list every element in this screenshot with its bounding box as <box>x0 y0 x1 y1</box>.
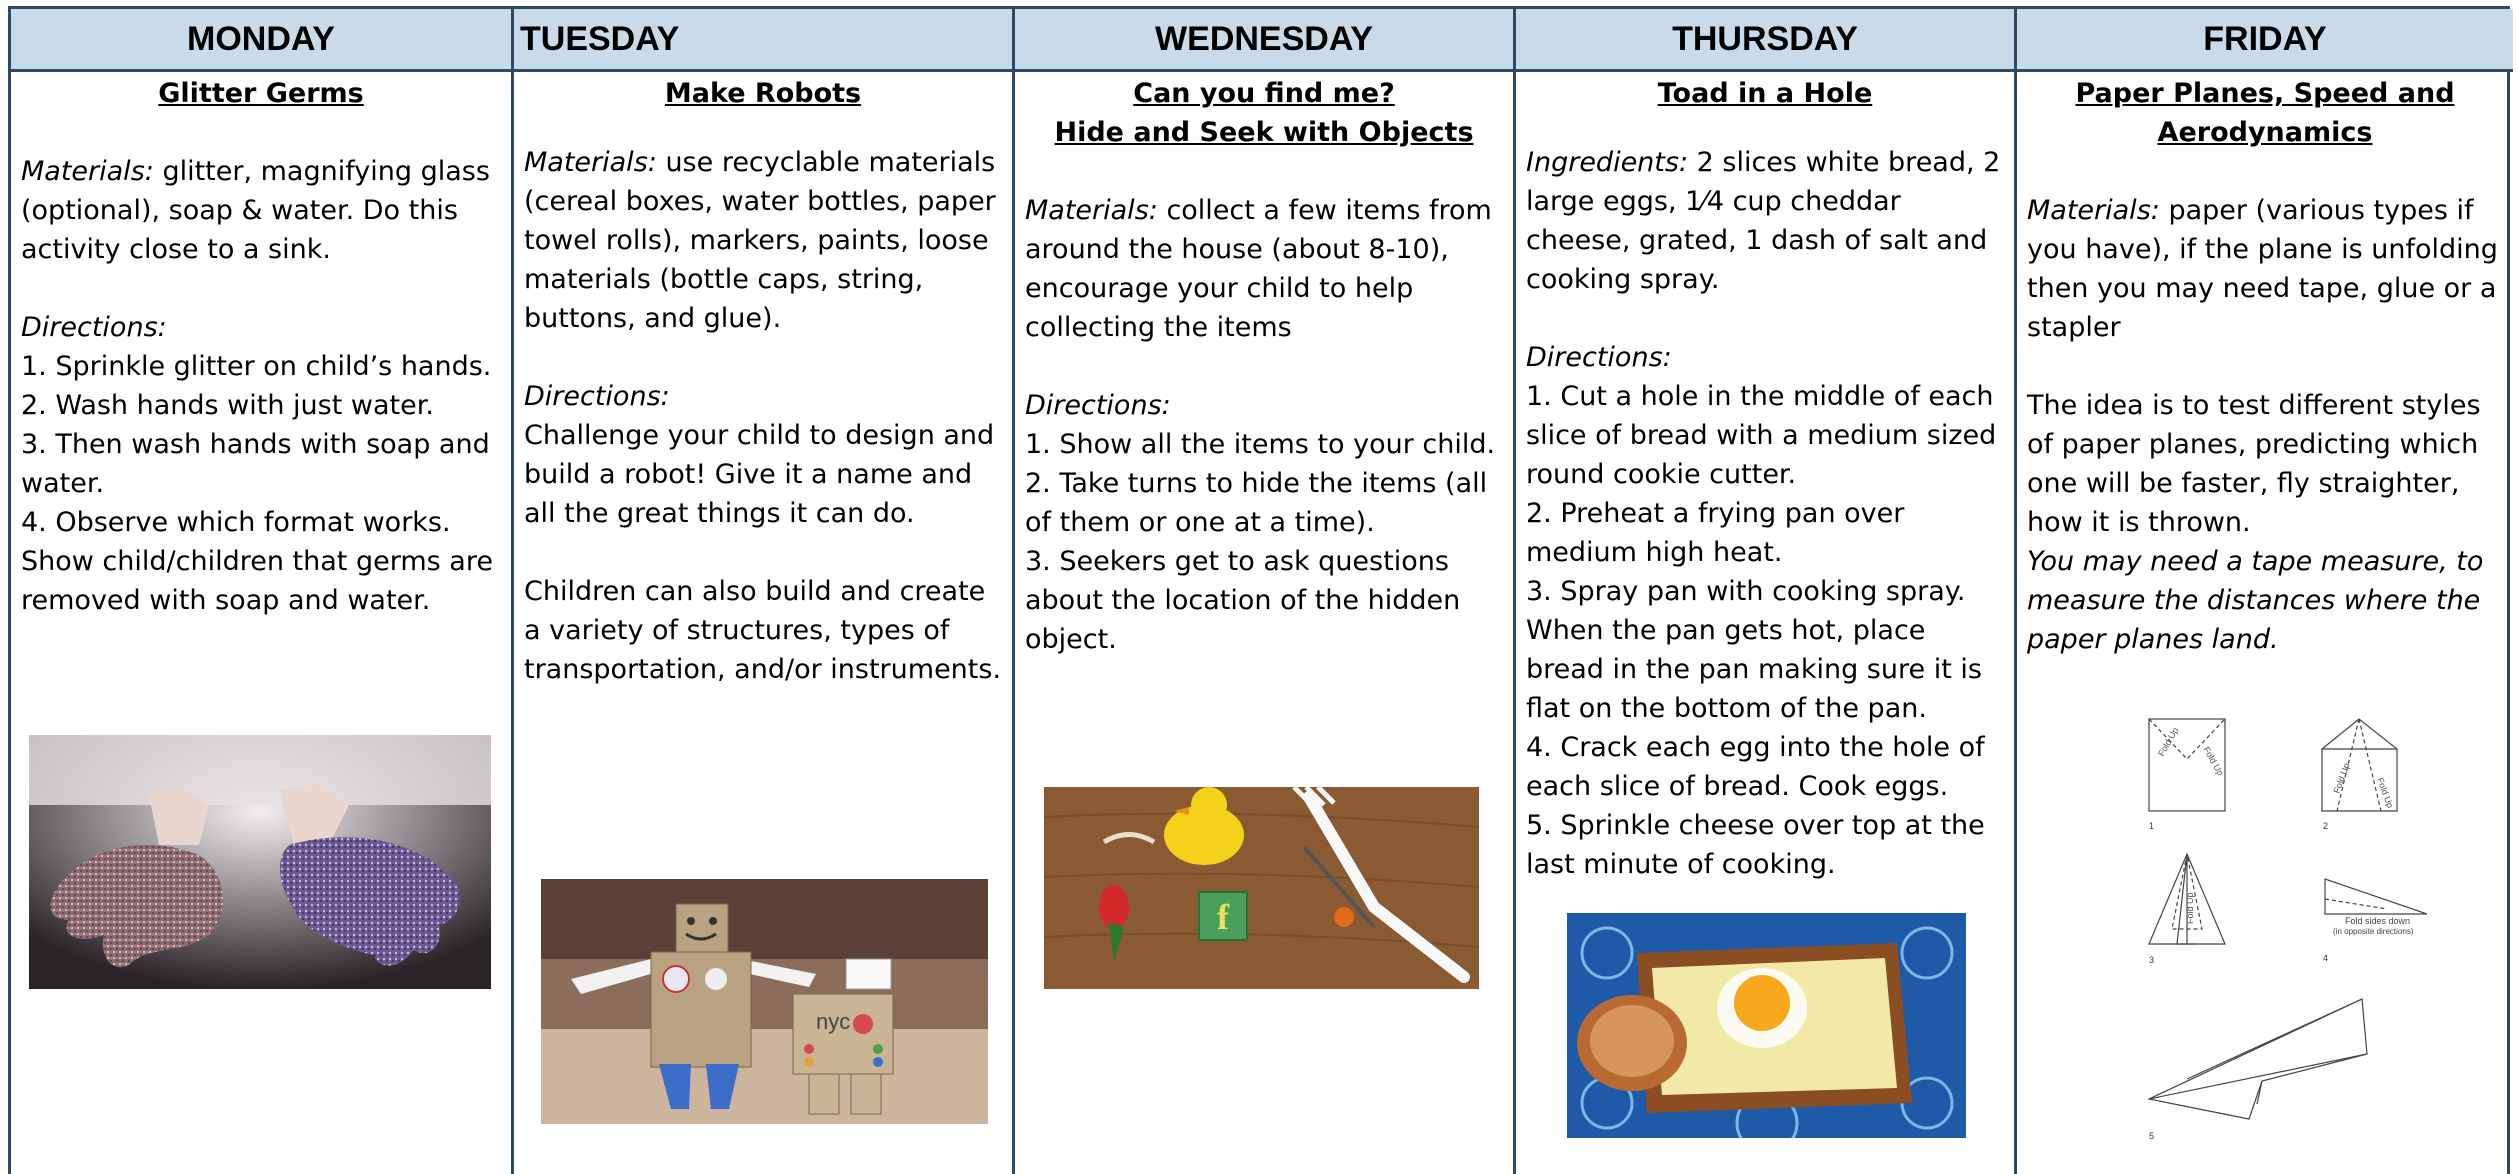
directions-paragraph: Challenge your child to design and build a robot! Give it a name and all the great things it can do. <box>524 420 995 529</box>
step-item: 3. Then wash hands with soap and water. <box>21 429 490 499</box>
activity-title: Toad in a Hole <box>1657 78 1873 109</box>
step-item: 2. Wash hands with just water. <box>21 390 434 421</box>
materials-label: Materials: <box>2027 195 2160 226</box>
day-header-thursday: THURSDAY <box>1516 9 2014 72</box>
column-thursday <box>1516 9 2017 1174</box>
step-item: 4. Crack each egg into the hole of each slice of bread. Cook eggs. <box>1526 732 1985 802</box>
idea-paragraph: The idea is to test different styles of paper planes, predicting which one will be faster, fly straighter, how it is thrown. <box>2027 390 2481 538</box>
block-letter: f <box>1217 897 1229 937</box>
materials-text: paper (various types if you have), if the plane is unfolding then you may need tape, glue or a stapler <box>2027 195 2498 343</box>
day-header-friday: FRIDAY <box>2017 9 2513 72</box>
step-item: 2. Preheat a frying pan over medium high heat. <box>1526 498 1905 568</box>
column-wednesday <box>1015 9 1516 1174</box>
materials-text: use recyclable materials (cereal boxes, water bottles, paper towel rolls), markers, paints, loose materials (bottle caps, string, buttons, and glue). <box>524 147 996 334</box>
materials-label: Materials: <box>1025 195 1158 226</box>
directions-label: Directions: <box>21 312 167 343</box>
ingredients-text: 2 slices white bread, 2 large eggs, 1⁄4 cup cheddar cheese, grated, 1 dash of salt and cooking spray. <box>1526 147 2001 295</box>
activity-title-line1: Can you find me? <box>1133 78 1395 109</box>
fold-up-label: Fold Up <box>2185 892 2195 924</box>
step-number: 1 <box>2149 821 2155 831</box>
step-item: 4. Observe which format works. Show child/children that germs are removed with soap and water. <box>21 507 493 616</box>
ingredients-paragraph <box>1526 143 2004 299</box>
step-item: 1. Cut a hole in the middle of each slice of bread with a medium sized round cookie cutter. <box>1526 381 1997 490</box>
step-item: 1. Show all the items to your child. <box>1025 429 1496 460</box>
step-number: 4 <box>2323 953 2329 963</box>
materials-paragraph <box>21 152 501 269</box>
step-item: 2. Take turns to hide the items (all of them or one at a time). <box>1025 468 1488 538</box>
step-item: 3. Seekers get to ask questions about the location of the hidden object. <box>1025 546 1461 655</box>
toad-in-a-hole-photo <box>1567 913 1966 1138</box>
tape-measure-note: You may need a tape measure, to measure the distances where the paper planes land. <box>2027 546 2484 655</box>
fold-up-label: Fold Up <box>2375 776 2396 810</box>
directions-label: Directions: <box>524 381 670 412</box>
materials-text: collect a few items from around the house (about 8-10), encourage your child to help collecting the items <box>1025 195 1492 343</box>
cardboard-robots-photo <box>541 879 988 1124</box>
fold-up-label: Fold Up <box>2331 761 2352 795</box>
activity-title-line1: Paper Planes, Speed and <box>2075 78 2455 109</box>
day-header-wednesday: WEDNESDAY <box>1015 9 1513 72</box>
materials-paragraph <box>1025 191 1503 347</box>
directions-label: Directions: <box>1025 390 1171 421</box>
column-tuesday <box>514 9 1015 1174</box>
fold-sides-label: Fold sides down <box>2345 916 2411 926</box>
materials-paragraph <box>524 143 1002 338</box>
column-friday <box>2017 9 2513 1174</box>
materials-label: Materials: <box>21 156 154 187</box>
activity-title: Make Robots <box>664 78 862 109</box>
opposite-directions-label: (in opposite directions) <box>2333 927 2414 936</box>
activity-title-line2: Hide and Seek with Objects <box>1054 117 1474 148</box>
step-item: 5. Sprinkle cheese over top at the last minute of cooking. <box>1526 810 1985 880</box>
materials-label: Materials: <box>524 147 657 178</box>
materials-text: glitter, magnifying glass (optional), soap & water. Do this activity close to a sink. <box>21 156 490 265</box>
fold-up-label: Fold Up <box>2156 725 2181 758</box>
paper-plane-diagram <box>2127 709 2427 1149</box>
column-monday <box>11 9 514 1174</box>
day-header-monday: MONDAY <box>11 9 511 72</box>
household-objects-photo <box>1044 787 1479 989</box>
activity-title-line2: Aerodynamics <box>2157 117 2373 148</box>
extension-paragraph: Children can also build and create a variety of structures, types of transportation, and/or instruments. <box>524 576 1002 685</box>
glitter-hands-photo <box>29 735 491 989</box>
step-number: 3 <box>2149 955 2155 965</box>
robot-label: nyc <box>816 1009 851 1034</box>
step-item: 3. Spray pan with cooking spray. When the pan gets hot, place bread in the pan making sure it is flat on the bottom of the pan. <box>1526 576 1982 724</box>
step-item: 1. Sprinkle glitter on child’s hands. <box>21 351 492 382</box>
materials-paragraph <box>2027 191 2503 347</box>
weekly-activity-table <box>8 6 2510 1174</box>
day-header-tuesday: TUESDAY <box>514 9 1012 72</box>
directions-label: Directions: <box>1526 342 1672 373</box>
fold-up-label: Fold Up <box>2201 745 2226 778</box>
step-number: 2 <box>2323 821 2329 831</box>
activity-title: Glitter Germs <box>158 78 364 109</box>
step-number: 5 <box>2149 1131 2155 1141</box>
ingredients-label: Ingredients: <box>1526 147 1689 178</box>
